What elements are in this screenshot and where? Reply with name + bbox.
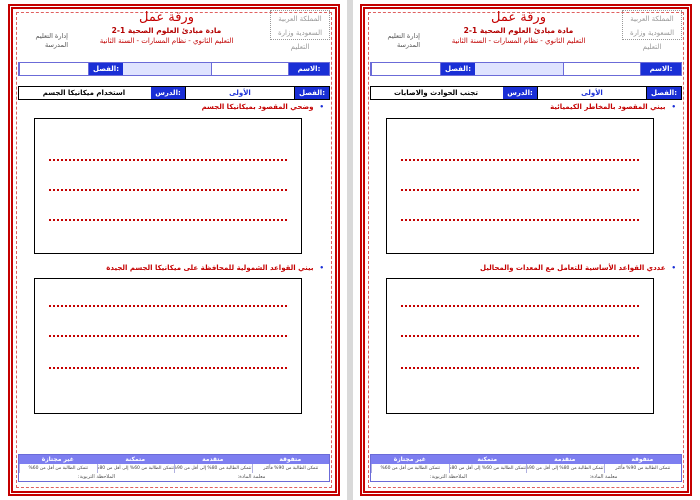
rubric-table xyxy=(370,454,682,482)
lesson-info-row xyxy=(18,86,330,100)
rubric-level: متفوقة xyxy=(252,455,330,464)
class-field[interactable] xyxy=(371,63,441,75)
chapter-label: الفصل: xyxy=(647,87,681,99)
title-block xyxy=(425,10,612,46)
worksheet-header xyxy=(18,10,330,56)
worksheet-page-1 xyxy=(4,0,344,500)
program-name: التعليم الثانوي - نظام المسارات - السنة الثانية xyxy=(451,37,586,45)
answer-line xyxy=(401,335,639,337)
rubric-level: غير مجتازة xyxy=(19,455,97,464)
answer-box-1[interactable] xyxy=(386,118,654,254)
bullet-icon: • xyxy=(671,264,676,272)
answer-line xyxy=(401,367,639,369)
worksheet-title: ورقة عمل xyxy=(139,10,194,25)
lesson-label: الدرس: xyxy=(151,87,185,99)
chapter-label: الفصل: xyxy=(295,87,329,99)
rubric-level: متفوقة xyxy=(604,455,682,464)
question-1-text: وضحي المقصود بميكانيكا الجسم xyxy=(201,103,314,111)
class-label: الفصل: xyxy=(89,63,123,75)
student-info-row xyxy=(370,62,682,76)
bullet-icon: • xyxy=(671,103,676,111)
rubric-table xyxy=(18,454,330,482)
answer-box-2[interactable] xyxy=(386,278,654,414)
rubric-description: تتمكن الطالبة من 80% إلى أقل من 90 xyxy=(174,464,252,473)
rubric-description: تتمكن الطالبة من أقل من 60% xyxy=(371,464,449,473)
subject-name: مادة مبادئ العلوم الصحية 1-2 xyxy=(463,26,574,35)
answer-box-2[interactable] xyxy=(34,278,302,414)
page-divider xyxy=(347,0,353,500)
rubric-description: تتمكن الطالبة من 60% إلى أقل من 80 xyxy=(97,464,175,473)
lesson-title: تجنب الحوادث والاصابات xyxy=(371,87,501,99)
admin-info xyxy=(18,32,68,50)
rubric-description: تتمكن الطالبة من 60% إلى أقل من 80 xyxy=(449,464,527,473)
answer-line xyxy=(49,367,287,369)
answer-line xyxy=(49,159,287,161)
school-label: المدرسة xyxy=(44,41,68,49)
question-2 xyxy=(480,264,676,272)
rubric-level: غير مجتازة xyxy=(371,455,449,464)
lesson-info-row xyxy=(370,86,682,100)
school-label: المدرسة xyxy=(396,41,420,49)
teacher-label: معلمة المادة: xyxy=(237,474,266,480)
name-field[interactable] xyxy=(211,63,289,75)
question-2-text: عددي القواعد الأساسية للتعامل مع المعدات والمحاليل xyxy=(480,264,666,272)
admin-label: إدارة التعليم xyxy=(35,32,68,40)
answer-line xyxy=(49,189,287,191)
ministry-emblem: المملكة العربية السعودية وزارة التعليم xyxy=(270,10,330,40)
name-field[interactable] xyxy=(563,63,641,75)
note-label: الملاحظة التربوية: xyxy=(429,474,468,480)
question-2 xyxy=(106,264,324,272)
bullet-icon: • xyxy=(319,103,324,111)
rubric-level: متقدمة xyxy=(526,455,604,464)
answer-line xyxy=(49,335,287,337)
question-2-text: بيني القواعد الشمولية للمحافظة على ميكانيكا الجسم الجيدة xyxy=(106,264,314,272)
admin-label: إدارة التعليم xyxy=(387,32,420,40)
student-info-row xyxy=(18,62,330,76)
name-label: الاسم: xyxy=(641,63,681,75)
teacher-label: معلمة المادة: xyxy=(589,474,618,480)
answer-line xyxy=(49,305,287,307)
answer-line xyxy=(401,219,639,221)
title-block xyxy=(73,10,260,46)
name-label: الاسم: xyxy=(289,63,329,75)
answer-line xyxy=(401,159,639,161)
answer-line xyxy=(401,189,639,191)
lesson-title: استخدام ميكانيكا الجسم xyxy=(19,87,149,99)
ministry-emblem: المملكة العربية السعودية وزارة التعليم xyxy=(622,10,682,40)
admin-info xyxy=(370,32,420,50)
answer-line xyxy=(49,219,287,221)
rubric-description: تتمكن الطالبة من 90% فأكثر xyxy=(252,464,330,473)
lesson-label: الدرس: xyxy=(503,87,537,99)
worksheet-page-2 xyxy=(356,0,696,500)
class-label: الفصل: xyxy=(441,63,475,75)
rubric-level: متمكنة xyxy=(449,455,527,464)
answer-box-1[interactable] xyxy=(34,118,302,254)
rubric-description: تتمكن الطالبة من أقل من 60% xyxy=(19,464,97,473)
worksheet-header xyxy=(370,10,682,56)
class-field[interactable] xyxy=(19,63,89,75)
rubric-level: متقدمة xyxy=(174,455,252,464)
rubric-description: تتمكن الطالبة من 90% فأكثر xyxy=(604,464,682,473)
question-1-text: بيني المقصود بالمخاطر الكيميائية xyxy=(550,103,666,111)
rubric-description: تتمكن الطالبة من 80% إلى أقل من 90 xyxy=(526,464,604,473)
bullet-icon: • xyxy=(319,264,324,272)
worksheet-title: ورقة عمل xyxy=(491,10,546,25)
chapter-value: الأولى xyxy=(185,87,295,99)
chapter-value: الأولى xyxy=(537,87,647,99)
rubric-level: متمكنة xyxy=(97,455,175,464)
question-1 xyxy=(550,103,676,111)
program-name: التعليم الثانوي - نظام المسارات - السنة الثانية xyxy=(99,37,234,45)
answer-line xyxy=(401,305,639,307)
subject-name: مادة مبادئ العلوم الصحية 1-2 xyxy=(111,26,222,35)
question-1 xyxy=(202,103,324,111)
note-label: الملاحظة التربوية: xyxy=(77,474,116,480)
